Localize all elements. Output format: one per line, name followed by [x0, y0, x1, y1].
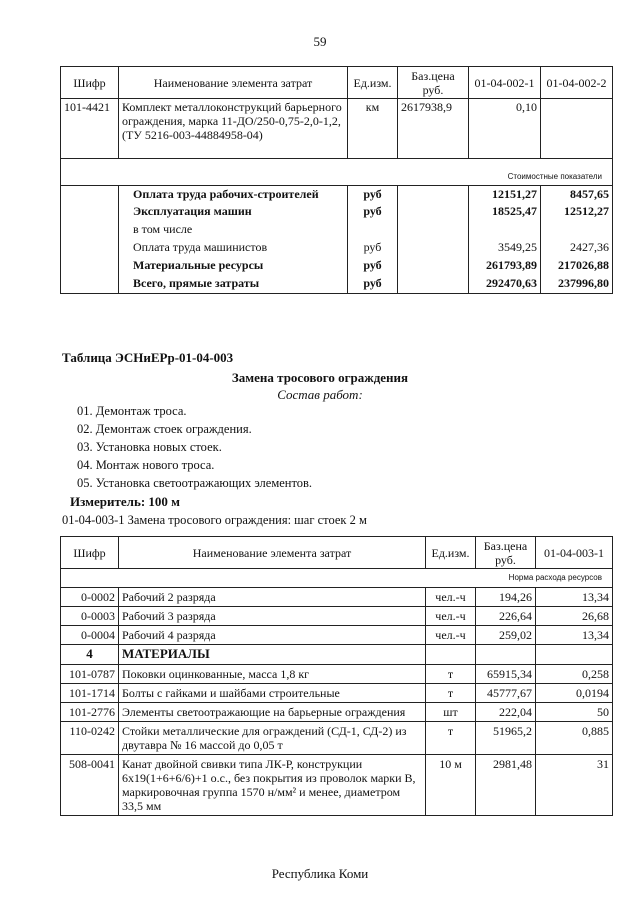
header-code: Шифр [61, 67, 119, 99]
empty-cell [61, 257, 119, 275]
cost-row-unit: руб [348, 275, 398, 293]
cost-row-unit: руб [348, 203, 398, 221]
cost-row-value-2: 2427,36 [541, 239, 613, 257]
cell-name: Стойки металлические для ограждений (СД-1, СД-2) из двутавра № 16 массой до 0,05 т [119, 722, 426, 755]
cost-table-01-04-002 [60, 66, 613, 294]
work-item: 03. Установка новых стоек. [77, 440, 222, 454]
table-row [61, 665, 613, 684]
cost-indicators-label: Стоимостные показатели [61, 169, 613, 186]
cost-row-value-2: 8457,65 [541, 185, 613, 203]
cost-row-value-1: 18525,47 [469, 203, 541, 221]
table-row [61, 626, 613, 645]
page-number: 59 [313, 34, 327, 49]
cost-row [61, 203, 613, 221]
cost-row-unit: руб [348, 185, 398, 203]
empty-cell [398, 239, 469, 257]
work-item: 01. Демонтаж троса. [77, 404, 187, 418]
empty-cell [398, 185, 469, 203]
cell-value: 13,34 [536, 626, 613, 645]
header-unit: Ед.изм. [426, 537, 476, 569]
cell-code: 101-2776 [61, 703, 119, 722]
cost-row-name: Оплата труда машинистов [119, 239, 348, 257]
materials-section-row [61, 645, 613, 665]
footer-region: Республика Коми [271, 866, 369, 881]
header-price: Баз.цена руб. [476, 537, 536, 569]
empty-cell [398, 275, 469, 293]
cell-price: 65915,34 [476, 665, 536, 684]
cost-row-value-1 [469, 221, 541, 239]
table-title: Таблица ЭСНиЕРр-01-04-003 [62, 350, 234, 365]
cell-value: 26,68 [536, 607, 613, 626]
section-subtitle: Замена тросового ограждения [231, 370, 409, 385]
cost-row-name: в том числе [119, 221, 348, 239]
works-list [77, 404, 312, 494]
cost-row-unit: руб [348, 257, 398, 275]
cost-row-name: Всего, прямые затраты [119, 275, 348, 293]
cell-price: 51965,2 [476, 722, 536, 755]
cell-name: Канат двойной свивки типа ЛК-Р, конструкции 6х19(1+6+6/6)+1 о.с., без покрытия из проволок марки В, маркировочная группа 1570 н/мм² и менее, диаметром 33,5 мм [119, 755, 426, 816]
empty-cell [61, 275, 119, 293]
cell-unit: чел.-ч [426, 607, 476, 626]
cell-name: Элементы светоотражающие на барьерные ограждения [119, 703, 426, 722]
cell-unit: чел.-ч [426, 588, 476, 607]
cell-code: 101-0787 [61, 665, 119, 684]
cost-row-name: Оплата труда рабочих-строителей [119, 185, 348, 203]
cell-price: 2981,48 [476, 755, 536, 816]
cost-row-value-1: 12151,27 [469, 185, 541, 203]
cost-indicators-row [61, 169, 613, 186]
work-item: 02. Демонтаж стоек ограждения. [77, 422, 252, 436]
cell-code: 0-0002 [61, 588, 119, 607]
header-col-1: 01-04-002-1 [469, 67, 541, 99]
empty-cell [61, 239, 119, 257]
empty-cell [61, 185, 119, 203]
table-row [61, 607, 613, 626]
item-code: 101-4421 [61, 99, 119, 159]
cell-unit: 10 м [426, 755, 476, 816]
cost-row-value-2: 12512,27 [541, 203, 613, 221]
cell-price: 222,04 [476, 703, 536, 722]
cell-code: 0-0004 [61, 626, 119, 645]
cell-unit: т [426, 722, 476, 755]
table-row [61, 684, 613, 703]
cost-row [61, 221, 613, 239]
header-unit: Ед.изм. [348, 67, 398, 99]
header-name: Наименование элемента затрат [119, 537, 426, 569]
cell-name: Рабочий 2 разряда [119, 588, 426, 607]
table-row [61, 588, 613, 607]
cell-unit: чел.-ч [426, 626, 476, 645]
item-unit: км [348, 99, 398, 159]
header-price: Баз.цена руб. [398, 67, 469, 99]
spacer-row [61, 159, 613, 169]
cost-row-value-2: 237996,80 [541, 275, 613, 293]
cell-code: 508-0041 [61, 755, 119, 816]
cell-name: Поковки оцинкованные, масса 1,8 кг [119, 665, 426, 684]
cell-price: 45777,67 [476, 684, 536, 703]
work-item: 05. Установка светоотражающих элементов. [77, 476, 313, 490]
table-row [61, 99, 613, 159]
header-col-1: 01-04-003-1 [536, 537, 613, 569]
composition-label: Состав работ: [277, 387, 363, 402]
work-item: 04. Монтаж нового троса. [77, 458, 215, 472]
cost-row-value-1: 261793,89 [469, 257, 541, 275]
cost-row [61, 185, 613, 203]
cost-row-value-1: 3549,25 [469, 239, 541, 257]
cost-row-unit [348, 221, 398, 239]
cost-row-unit: руб [348, 239, 398, 257]
empty-cell [61, 221, 119, 239]
cell-code: 0-0003 [61, 607, 119, 626]
empty-cell [398, 221, 469, 239]
header-code: Шифр [61, 537, 119, 569]
resource-table-01-04-003 [60, 536, 613, 816]
table-header-row [61, 537, 613, 569]
cost-row-name: Материальные ресурсы [119, 257, 348, 275]
meter-label: Измеритель: 100 м [70, 494, 181, 509]
materials-section-name: МАТЕРИАЛЫ [119, 645, 426, 665]
cell-price: 194,26 [476, 588, 536, 607]
cell-value: 0,885 [536, 722, 613, 755]
cost-row [61, 239, 613, 257]
item-price: 2617938,9 [398, 99, 469, 159]
cell-value: 31 [536, 755, 613, 816]
table-header-row [61, 67, 613, 99]
cell-value: 0,0194 [536, 684, 613, 703]
cell-unit: т [426, 684, 476, 703]
cell-code: 110-0242 [61, 722, 119, 755]
norm-label: Норма расхода ресурсов [61, 569, 613, 588]
item-value-1: 0,10 [469, 99, 541, 159]
empty-cell [61, 203, 119, 221]
norm-label-row [61, 569, 613, 588]
materials-section-code: 4 [61, 645, 119, 665]
cost-row-value-2: 217026,88 [541, 257, 613, 275]
code-line: 01-04-003-1 Замена тросового ограждения: шаг стоек 2 м [62, 513, 367, 527]
cell-name: Болты с гайками и шайбами строительные [119, 684, 426, 703]
cost-row [61, 275, 613, 293]
item-name: Комплект металлоконструкций барьерного ограждения, марка 11-ДО/250-0,75-2,0-1,2, (ТУ 5216-003-44884958-04) [119, 99, 348, 159]
cell-price: 226,64 [476, 607, 536, 626]
empty-cell [398, 203, 469, 221]
table-row [61, 755, 613, 816]
cell-unit: шт [426, 703, 476, 722]
cell-code: 101-1714 [61, 684, 119, 703]
cell-value: 13,34 [536, 588, 613, 607]
table-row [61, 722, 613, 755]
cell-price: 259,02 [476, 626, 536, 645]
cell-value: 0,258 [536, 665, 613, 684]
cost-row-value-2 [541, 221, 613, 239]
header-name: Наименование элемента затрат [119, 67, 348, 99]
cost-row [61, 257, 613, 275]
cell-value: 50 [536, 703, 613, 722]
cell-unit: т [426, 665, 476, 684]
item-value-2 [541, 99, 613, 159]
cost-row-name: Эксплуатация машин [119, 203, 348, 221]
cell-name: Рабочий 4 разряда [119, 626, 426, 645]
empty-cell [398, 257, 469, 275]
table-row [61, 703, 613, 722]
cell-name: Рабочий 3 разряда [119, 607, 426, 626]
header-col-2: 01-04-002-2 [541, 67, 613, 99]
cost-row-value-1: 292470,63 [469, 275, 541, 293]
